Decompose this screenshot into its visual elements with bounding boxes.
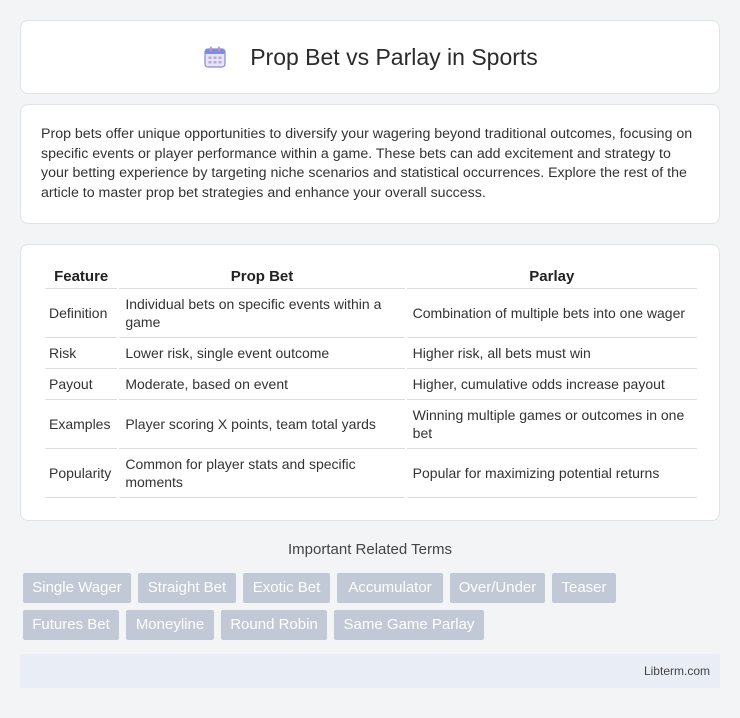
- cell-prop-bet: Player scoring X points, team total yards: [119, 400, 404, 449]
- footer: [20, 654, 720, 688]
- tag-round-robin[interactable]: Round Robin: [221, 610, 327, 640]
- header-prop-bet: Prop Bet: [119, 265, 404, 289]
- title-card: [20, 20, 720, 94]
- related-terms-title: Important Related Terms: [288, 541, 452, 558]
- tag-single-wager[interactable]: Single Wager: [23, 573, 131, 603]
- cell-feature: Payout: [45, 369, 117, 400]
- table-header-row: [45, 265, 697, 289]
- cell-feature: Risk: [45, 338, 117, 369]
- tag-futures-bet[interactable]: Futures Bet: [23, 610, 119, 640]
- cell-prop-bet: Common for player stats and specific moments: [119, 449, 404, 498]
- cell-parlay: Higher risk, all bets must win: [407, 338, 697, 369]
- cell-feature: Examples: [45, 400, 117, 449]
- tag-exotic-bet[interactable]: Exotic Bet: [243, 573, 330, 603]
- page-title: Prop Bet vs Parlay in Sports: [250, 43, 538, 70]
- cell-parlay: Higher, cumulative odds increase payout: [407, 369, 697, 400]
- intro-card: [20, 104, 720, 224]
- comparison-card: [20, 244, 720, 521]
- cell-feature: Definition: [45, 289, 117, 338]
- table-row: [45, 338, 697, 369]
- comparison-table: [43, 265, 699, 498]
- calendar-icon: [202, 44, 228, 70]
- cell-parlay: Winning multiple games or outcomes in one bet: [407, 400, 697, 449]
- tag-accumulator[interactable]: Accumulator: [337, 573, 443, 603]
- cell-prop-bet: Individual bets on specific events within a game: [119, 289, 404, 338]
- tag-straight-bet[interactable]: Straight Bet: [138, 573, 236, 603]
- table-row: [45, 449, 697, 498]
- header-parlay: Parlay: [407, 265, 697, 289]
- cell-prop-bet: Moderate, based on event: [119, 369, 404, 400]
- cell-feature: Popularity: [45, 449, 117, 498]
- intro-text: Prop bets offer unique opportunities to diversify your wagering beyond traditional outcomes, focusing on specific events or player performance within a game. These bets can add excitement and strategy to your betting experience by targeting niche scenarios and statistical occurrences. Explore the rest of the article to master prop bet strategies and enhance your overall success.: [41, 126, 693, 201]
- table-row: [45, 400, 697, 449]
- cell-prop-bet: Lower risk, single event outcome: [119, 338, 404, 369]
- cell-parlay: Combination of multiple bets into one wager: [407, 289, 697, 338]
- table-row: [45, 289, 697, 338]
- tag-over-under[interactable]: Over/Under: [450, 573, 545, 603]
- header-feature: Feature: [45, 265, 117, 289]
- tag-teaser[interactable]: Teaser: [552, 573, 616, 603]
- footer-link[interactable]: Libterm.com: [643, 664, 710, 678]
- cell-parlay: Popular for maximizing potential returns: [407, 449, 697, 498]
- table-row: [45, 369, 697, 400]
- tag-moneyline[interactable]: Moneyline: [126, 610, 214, 640]
- tag-same-game-parlay[interactable]: Same Game Parlay: [334, 610, 484, 640]
